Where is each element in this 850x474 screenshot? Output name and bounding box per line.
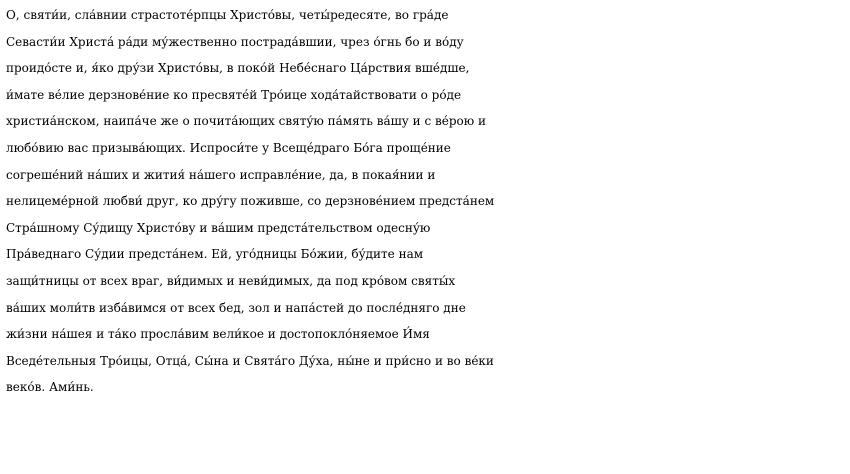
prayer-line: защи́тницы от всех враг, ви́димых и неви́димых, да под кро́вом святы́х [6, 273, 456, 288]
prayer-line: ва́ших моли́тв изба́вимся от всех бед, зол и напа́стей до после́дняго дне [6, 300, 466, 315]
prayer-line: веко́в. Ами́нь. [6, 380, 94, 395]
prayer-line: проидо́сте и, я́ко дру́зи Христо́вы, в поко́й Небе́снаго Ца́рствия вше́дше, [6, 61, 470, 76]
prayer-line: и́мате ве́лие дерзнове́ние ко пресвяте́й Тро́ице хода́тайствовати о ро́де [6, 87, 462, 102]
prayer-line: любо́вию вас призыва́ющих. Испроси́те у Всеще́драго Бо́га проще́ние [6, 140, 451, 155]
prayer-line: Пра́веднаго Су́дии предста́нем. Ей, уго́дницы Бо́жии, бу́дите нам [6, 247, 424, 262]
prayer-line: Севасти́и Христа́ ра́ди му́жественно пострада́вшии, чрез о́гнь бо и во́ду [6, 34, 464, 49]
prayer-line: Стра́шному Су́дищу Христо́ву и ва́шим предста́тельством одесну́ю [6, 220, 431, 235]
prayer-text [6, 2, 846, 401]
prayer-line: Вседе́тельныя Тро́ицы, Отца́, Сы́на и Свята́го Ду́ха, ны́не и при́сно и во ве́ки [6, 353, 494, 368]
prayer-line: согреше́ний на́ших и жития́ на́шего исправле́ние, да, в покая́нии и [6, 167, 436, 182]
prayer-line: О, святи́и, сла́внии страстоте́рпцы Христо́вы, четы́редесяте, во гра́де [6, 8, 449, 22]
prayer-line: жи́зни на́шея и та́ко просла́вим вели́кое и достопокло́няемое И́мя [6, 327, 430, 342]
prayer-line: нелицеме́рной любви́ друг, ко дру́гу поживше, со дерзнове́нием предста́нем [6, 194, 495, 209]
prayer-line: христиа́нском, наипа́че же о почита́ющих святу́ю па́мять ва́шу и с ве́рою и [6, 114, 487, 129]
